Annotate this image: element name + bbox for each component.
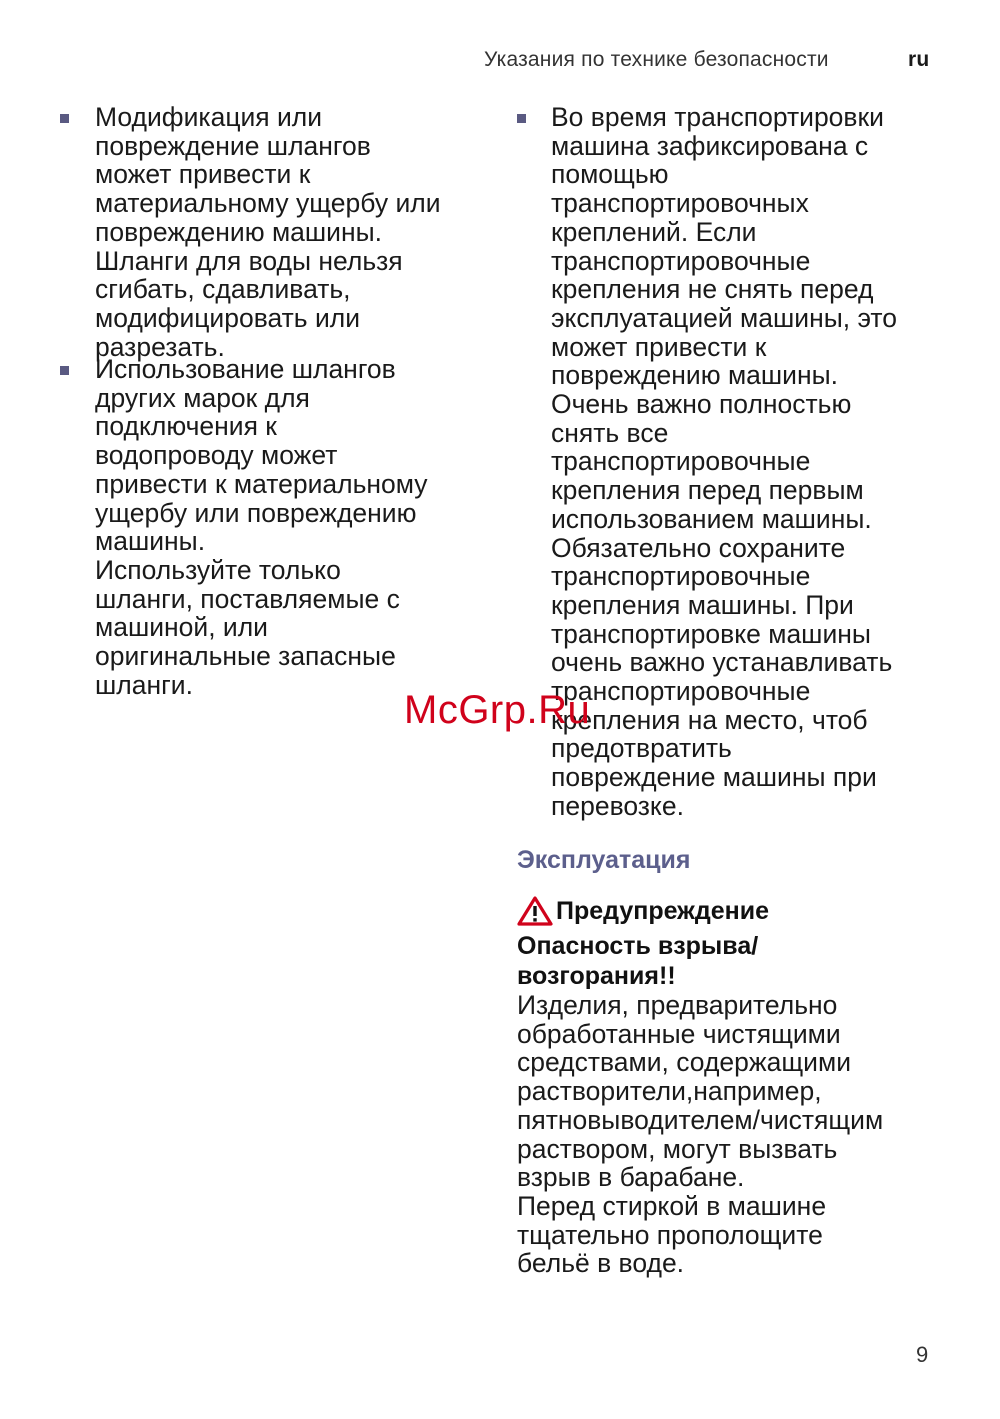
warning-label: Предупреждение	[556, 896, 770, 925]
header-title: Указания по технике безопасности	[484, 48, 829, 71]
warning-body: Изделия, предварительно обработанные чистящими средствами, содержащими растворители,например, пятновыводителем/чистящим раствором, могут вызвать взрыв в барабане. Перед стиркой в машине тщательно прополощите бельё в воде.	[517, 990, 884, 1279]
watermark: McGrp.Ru	[404, 688, 591, 732]
warning-triangle-icon	[517, 896, 553, 926]
language-code: ru	[908, 48, 930, 71]
bullet-square-icon	[517, 114, 526, 123]
section-title: Эксплуатация	[517, 846, 691, 874]
warning-label-row	[517, 894, 769, 928]
bullet-text: Модификация или повреждение шлангов может привести к материальному ущербу или повреждению машины. Шланги для воды нельзя сгибать, сдавливать, модифицировать или разрезать.	[95, 102, 441, 362]
page-header	[484, 48, 930, 72]
bullet-text: Использование шлангов других марок для подключения к водопроводу может привести к материальному ущербу или повреждению машины. Используйте только шланги, поставляемые с машиной, или оригинальные запасные шланги.	[95, 354, 428, 700]
bullet-square-icon	[60, 366, 69, 375]
warning-heading: Опасность взрыва/ возгорания!!	[517, 932, 759, 990]
bullet-text: Во время транспортировки машина зафиксирована с помощью транспортировочных креплений. Если транспортировочные крепления не снять перед эксплуатацией машины, это может привести к повреждению машины. Очень важно полностью снять все транспортировочные крепления перед первым использованием машины. Обязательно сохраните транспортировочные крепления машины. При транспортировке машины очень важно устанавливать транспортировочные крепления на место, чтоб предотвратить повреждение машины при перевозке.	[551, 102, 897, 821]
page-number: 9	[916, 1342, 929, 1367]
bullet-square-icon	[60, 114, 69, 123]
